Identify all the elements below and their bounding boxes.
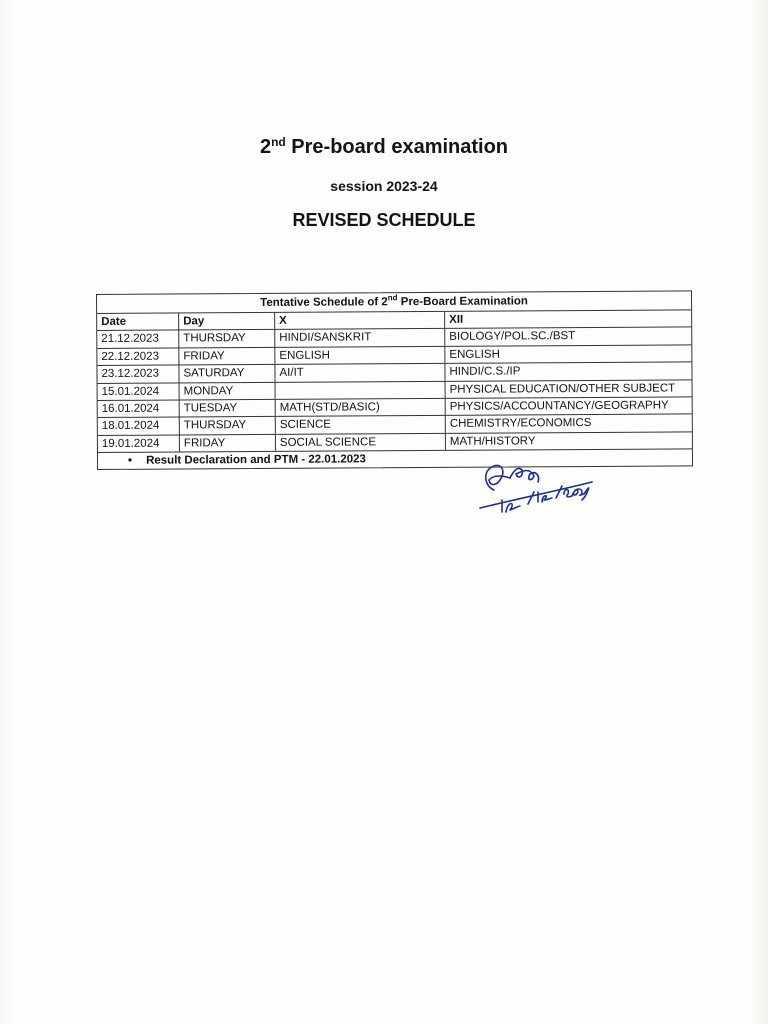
- title-text: Pre-board examination: [285, 136, 509, 158]
- day-cell: THURSDAY: [180, 417, 276, 434]
- class-xii-subject-cell: HINDI/C.S./IP: [449, 365, 521, 379]
- caption-text-start: Tentative Schedule of 2: [260, 296, 388, 309]
- class-x-subject-cell: SOCIAL SCIENCE: [276, 434, 446, 451]
- class-x-subject-cell: ENGLISH: [275, 347, 445, 364]
- class-xii-subject-cell: PHYSICS/ACCOUNTANCY/GEOGRAPHY: [449, 399, 669, 413]
- day-cell: MONDAY: [180, 382, 276, 399]
- date-cell: 18.01.2024: [98, 418, 180, 435]
- result-declaration-note: [98, 449, 692, 469]
- column-header-class-x: X: [275, 312, 445, 329]
- class-x-subject-cell: SCIENCE: [276, 416, 446, 433]
- class-xii-subject-cell: ENGLISH: [449, 348, 500, 361]
- class-x-subject-cell: HINDI/SANSKRIT: [275, 329, 445, 346]
- class-xii-subject-cell: CHEMISTRY/ECONOMICS: [449, 417, 592, 431]
- day-cell: FRIDAY: [179, 348, 275, 365]
- date-cell: 21.12.2023: [97, 331, 179, 348]
- class-x-subject-cell: AI/IT: [275, 364, 445, 381]
- column-header-day: Day: [179, 313, 275, 330]
- signature-icon: [472, 456, 600, 520]
- date-cell: 19.01.2024: [98, 435, 180, 452]
- column-header-date: Date: [97, 313, 179, 330]
- class-xii-subject-cell: BIOLOGY/POL.SC./BST: [449, 330, 576, 344]
- class-xii-subject-cell: PHYSICAL EDUCATION/OTHER SUBJECT: [449, 382, 676, 396]
- day-cell: SATURDAY: [179, 365, 275, 382]
- class-x-subject-cell: [276, 381, 446, 398]
- date-cell: 16.01.2024: [98, 400, 180, 417]
- revised-schedule-heading: REVISED SCHEDULE: [292, 210, 476, 230]
- result-declaration-text: Result Declaration and PTM - 22.01.2023: [146, 453, 366, 467]
- schedule-table: [96, 290, 693, 470]
- title-ordinal-suffix: nd: [271, 135, 286, 149]
- column-header-class-xii: XII: [449, 313, 464, 326]
- title-ordinal: 2: [259, 136, 272, 158]
- session-label: session 2023-24: [330, 178, 438, 194]
- bullet-icon: •: [127, 454, 133, 467]
- class-xii-subject-cell: MATH/HISTORY: [449, 435, 536, 448]
- caption-text-end: Pre-Board Examination: [397, 295, 528, 309]
- day-cell: TUESDAY: [180, 400, 276, 417]
- class-x-subject-cell: MATH(STD/BASIC): [276, 399, 446, 416]
- caption-ordinal-suffix: nd: [387, 293, 398, 303]
- page-title: [0, 136, 768, 159]
- date-cell: 15.01.2024: [98, 383, 180, 400]
- date-cell: 23.12.2023: [97, 366, 179, 383]
- day-cell: THURSDAY: [179, 330, 275, 347]
- date-cell: 22.12.2023: [97, 348, 179, 365]
- day-cell: FRIDAY: [180, 435, 276, 452]
